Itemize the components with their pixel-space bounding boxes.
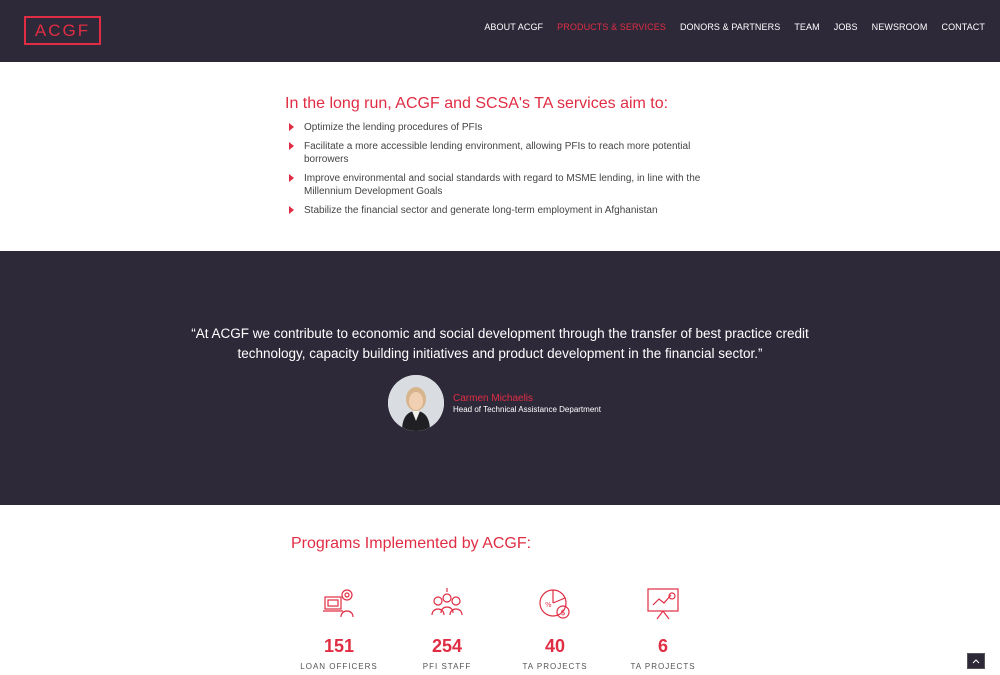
stat-ta-projects-1 xyxy=(500,585,610,671)
stat-label: TA PROJECTS xyxy=(630,662,696,671)
main-nav xyxy=(484,22,985,32)
nav-contact[interactable]: CONTACT xyxy=(941,22,985,32)
stat-label: PFI STAFF xyxy=(422,662,472,671)
person-portrait-icon xyxy=(388,375,444,431)
nav-donors-partners[interactable]: DONORS & PARTNERS xyxy=(679,22,781,32)
nav-about[interactable]: ABOUT ACGF xyxy=(484,22,544,32)
acgf-logo[interactable]: ACGF xyxy=(24,16,101,45)
quote-author-role: Head of Technical Assistance Department xyxy=(453,405,601,414)
bullet-arrow-icon xyxy=(289,142,294,150)
nav-newsroom[interactable]: NEWSROOM xyxy=(871,22,928,32)
list-item-text: Improve environmental and social standards with regard to MSME lending, in line with the Millennium Development Goals xyxy=(304,173,701,197)
stat-value: 40 xyxy=(544,636,566,656)
stat-label: LOAN OFFICERS xyxy=(300,662,378,671)
list-item xyxy=(285,172,725,198)
stat-loan-officers xyxy=(284,585,394,671)
staff-group-icon xyxy=(429,585,465,621)
programs-title: Programs Implemented by ACGF: xyxy=(291,535,532,552)
pie-chart-dollar-icon xyxy=(537,585,573,621)
stat-pfi-staff xyxy=(392,585,502,671)
svg-text:%: % xyxy=(545,601,552,609)
aims-section xyxy=(285,95,725,223)
nav-team[interactable]: TEAM xyxy=(794,22,820,32)
list-item xyxy=(285,121,725,134)
stat-ta-projects-2 xyxy=(608,585,718,671)
svg-text:$: $ xyxy=(560,608,566,617)
stat-value: 254 xyxy=(431,636,463,656)
nav-products-services[interactable]: PRODUCTS & SERVICES xyxy=(557,22,666,32)
site-header xyxy=(0,0,1000,62)
stat-label: TA PROJECTS xyxy=(522,662,588,671)
quote-section xyxy=(0,251,1000,505)
list-item xyxy=(285,204,725,217)
stat-value: 151 xyxy=(323,636,355,656)
aims-title: In the long run, ACGF and SCSA's TA services aim to: xyxy=(285,95,669,112)
presentation-board-icon xyxy=(645,585,681,621)
nav-jobs[interactable]: JOBS xyxy=(833,22,858,32)
aims-list xyxy=(285,121,725,217)
chevron-up-icon xyxy=(972,658,980,664)
bullet-arrow-icon xyxy=(289,206,294,214)
avatar xyxy=(388,375,444,431)
list-item-text: Stabilize the financial sector and generate long-term employment in Afghanistan xyxy=(304,205,658,216)
list-item-text: Facilitate a more accessible lending environment, allowing PFIs to reach more potential borrowers xyxy=(304,141,691,165)
list-item xyxy=(285,140,725,166)
quote-text: “At ACGF we contribute to economic and social development through the transfer of best practice credit technology, capacity building initiatives and product development in the financial sector.” xyxy=(191,326,809,361)
bullet-arrow-icon xyxy=(289,123,294,131)
list-item-text: Optimize the lending procedures of PFIs xyxy=(304,122,483,133)
quote-author-name: Carmen Michaelis xyxy=(453,393,534,404)
loan-officer-icon xyxy=(321,585,357,621)
bullet-arrow-icon xyxy=(289,174,294,182)
stat-value: 6 xyxy=(657,636,668,656)
scroll-to-top-button[interactable] xyxy=(967,653,985,669)
